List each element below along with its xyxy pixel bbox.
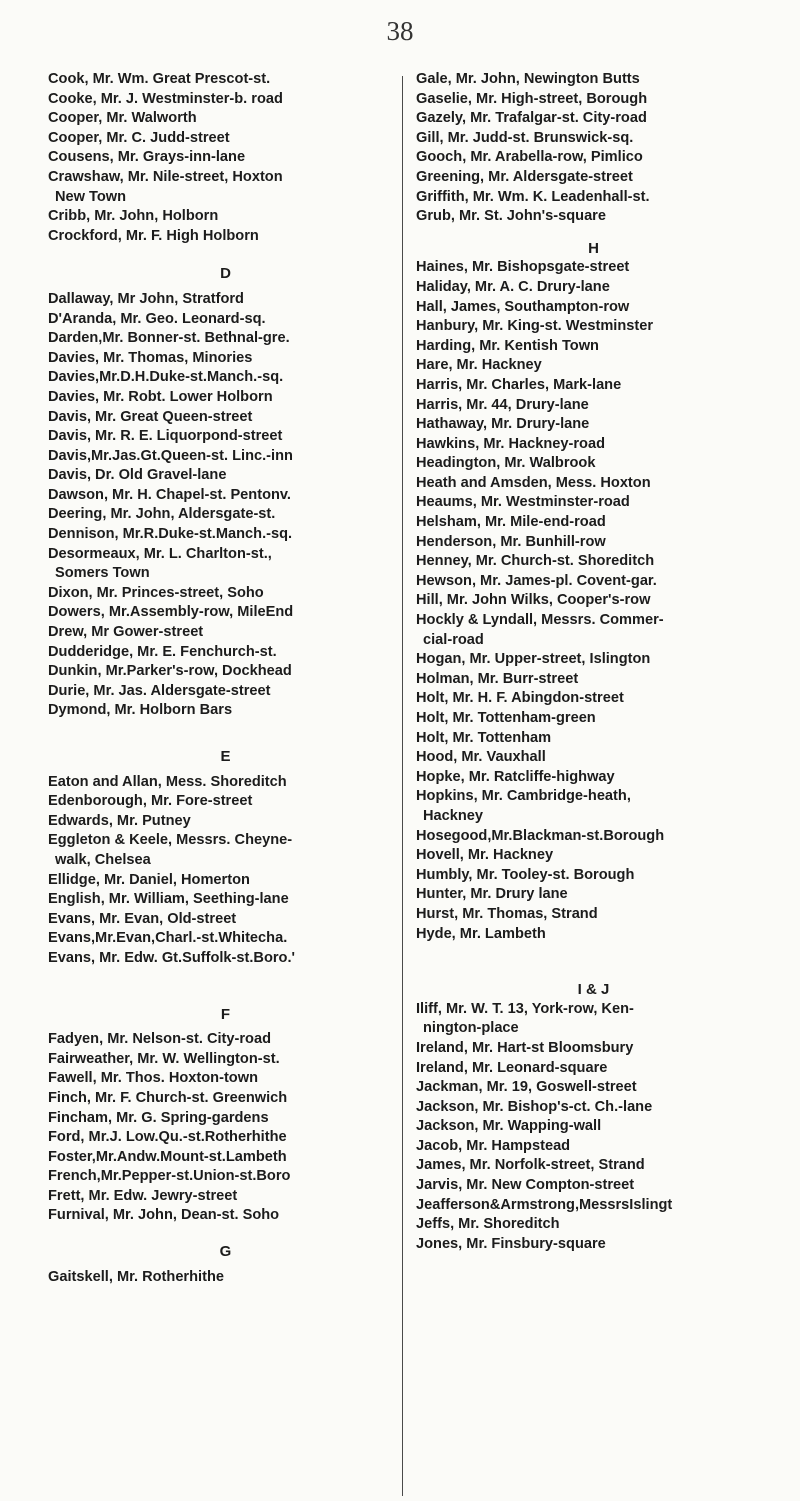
entry-continuation: Hackney [423,807,484,824]
entry: Ford, Mr.J. Low.Qu.-st.Rotherhithe [48,1129,287,1146]
entry: Gale, Mr. John, Newington Butts [416,71,640,87]
entry: Greening, Mr. Aldersgate-street [416,168,633,185]
entry: Hurst, Mr. Thomas, Strand [416,905,598,922]
entry: Furnival, Mr. John, Dean-st. Soho [48,1207,280,1224]
entry: Fawell, Mr. Thos. Hoxton-town [48,1070,258,1087]
entry: Hockly & Lyndall, Messrs. Commer- [416,612,664,629]
section-heading: H [588,239,599,257]
entry-continuation: New Town [55,188,127,205]
entry: Hopkins, Mr. Cambridge-heath, [416,788,631,805]
entry: Holman, Mr. Burr-street [416,670,579,687]
section-h [416,239,771,944]
entry: Davis, Dr. Old Gravel-lane [48,467,227,484]
entry: Jacob, Mr. Hampstead [416,1137,571,1154]
entry: Holt, Mr. H. F. Abingdon-street [416,690,624,707]
section-d [48,264,403,721]
entry: Fadyen, Mr. Nelson-st. City-road [48,1031,271,1048]
entry: Crawshaw, Mr. Nile-street, Hoxton [48,168,283,185]
section-g [48,1242,403,1287]
section-e [48,747,403,969]
entry: Hogan, Mr. Upper-street, Islington [416,651,651,668]
entry: Gooch, Mr. Arabella-row, Pimlico [416,149,643,166]
entry: Dixon, Mr. Princes-street, Soho [48,584,264,601]
entry: Heath and Amsden, Mess. Hoxton [416,474,651,491]
entry: Hathaway, Mr. Drury-lane [416,416,590,433]
entry: Hill, Mr. John Wilks, Cooper's-row [416,592,651,609]
entry: Davies,Mr.D.H.Duke-st.Manch.-sq. [48,369,284,386]
entry: Davis,Mr.Jas.Gt.Queen-st. Linc.-inn [48,447,293,464]
entry: Desormeaux, Mr. L. Charlton-st., [48,545,272,562]
entry: Edwards, Mr. Putney [48,812,191,829]
entry: English, Mr. William, Seething-lane [48,891,289,908]
entry: Hosegood,Mr.Blackman-st.Borough [416,827,665,844]
entry: Dymond, Mr. Holborn Bars [48,702,233,719]
entry: Deering, Mr. John, Aldersgate-st. [48,506,276,523]
left-column [48,70,403,1287]
entry: Gaitskell, Mr. Rotherhithe [48,1268,224,1285]
entry: Dunkin, Mr.Parker's-row, Dockhead [48,663,292,680]
entry: Cook, Mr. Wm. Great Prescot-st. [48,71,271,87]
entry: Hunter, Mr. Drury lane [416,886,568,903]
entry: Darden,Mr. Bonner-st. Bethnal-gre. [48,330,290,347]
entry: Cribb, Mr. John, Holborn [48,208,219,225]
entry: Holt, Mr. Tottenham-green [416,710,596,726]
section-heading: E [220,748,231,765]
section-g-continued [416,70,771,227]
entry: Henderson, Mr. Bunhill-row [416,533,606,550]
entry-continuation: Somers Town [55,565,150,582]
entry: Evans, Mr. Evan, Old-street [48,910,237,927]
entry: Dudderidge, Mr. E. Fenchurch-st. [48,643,277,660]
entry: Jackman, Mr. 19, Goswell-street [416,1079,637,1096]
entry: Fairweather, Mr. W. Wellington-st. [48,1050,280,1067]
section-f [48,1005,403,1227]
entry: Durie, Mr. Jas. Aldersgate-street [48,682,271,699]
entry: James, Mr. Norfolk-street, Strand [416,1157,645,1174]
entry: French,Mr.Pepper-st.Union-st.Boro [48,1168,291,1185]
entry: Jackson, Mr. Wapping-wall [416,1118,602,1135]
entry: Cooper, Mr. C. Judd-street [48,129,230,146]
entry: Davis, Mr. R. E. Liquorpond-street [48,428,283,445]
entry: Frett, Mr. Edw. Jewry-street [48,1187,238,1204]
entry: Jeafferson&Armstrong,MessrsIslingt [416,1196,673,1213]
entry: Dennison, Mr.R.Duke-st.Manch.-sq. [48,526,293,543]
entry: Fincham, Mr. G. Spring-gardens [48,1109,269,1126]
entry: Hovell, Mr. Hackney [416,847,554,864]
entry: D'Aranda, Mr. Geo. Leonard-sq. [48,310,266,327]
entry: Hood, Mr. Vauxhall [416,749,546,766]
entry: Holt, Mr. Tottenham [416,729,552,746]
entry: Headington, Mr. Walbrook [416,455,596,472]
entry: Jones, Mr. Finsbury-square [416,1235,606,1252]
entry: Humbly, Mr. Tooley-st. Borough [416,866,635,883]
entry: Hewson, Mr. James-pl. Covent-gar. [416,572,657,589]
section-heading: F [220,1005,231,1023]
entry: Foster,Mr.Andw.Mount-st.Lambeth [48,1148,287,1165]
entry: Crockford, Mr. F. High Holborn [48,227,259,244]
entry: Ellidge, Mr. Daniel, Homerton [48,871,250,888]
entry: Helsham, Mr. Mile-end-road [416,514,606,531]
entry: Dawson, Mr. H. Chapel-st. Pentonv. [48,486,291,503]
entry: Harris, Mr. 44, Drury-lane [416,396,589,413]
entry-continuation: nington-place [423,1020,519,1037]
section-c-continued [48,70,403,246]
entry: Evans, Mr. Edw. Gt.Suffolk-st.Boro.' [48,949,295,966]
entry: Davis, Mr. Great Queen-street [48,408,253,425]
entry: Gill, Mr. Judd-st. Brunswick-sq. [416,129,634,146]
entry: Grub, Mr. St. John's-square [416,208,606,225]
entry: Jeffs, Mr. Shoreditch [416,1216,560,1233]
entry: Haines, Mr. Bishopsgate-street [416,259,630,276]
entry: Ireland, Mr. Hart-st Bloomsbury [416,1039,634,1056]
entry: Harding, Mr. Kentish Town [416,337,599,354]
entry: Davies, Mr. Robt. Lower Holborn [48,388,273,405]
section-heading: I & J [577,981,610,999]
section-i-j [416,980,771,1254]
entry: Edenborough, Mr. Fore-street [48,793,253,810]
entry: Ireland, Mr. Leonard-square [416,1059,608,1076]
entry: Dallaway, Mr John, Stratford [48,290,244,307]
entry: Hare, Mr. Hackney [416,357,542,374]
entry: Gaselie, Mr. High-street, Borough [416,90,648,107]
entry: Evans,Mr.Evan,Charl.-st.Whitecha. [48,930,288,947]
entry: Davies, Mr. Thomas, Minories [48,349,253,366]
entry: Hopke, Mr. Ratcliffe-highway [416,768,615,785]
entry: Finch, Mr. F. Church-st. Greenwich [48,1089,288,1106]
entry: Griffith, Mr. Wm. K. Leadenhall-st. [416,188,650,205]
entry: Drew, Mr Gower-street [48,624,204,641]
entry: Iliff, Mr. W. T. 13, York-row, Ken- [416,1000,634,1017]
entry: Hyde, Mr. Lambeth [416,925,546,942]
entry: Hall, James, Southampton-row [416,298,630,315]
entry: Heaums, Mr. Westminster-road [416,494,630,511]
entry: Cooke, Mr. J. Westminster-b. road [48,90,283,107]
entry: Haliday, Mr. A. C. Drury-lane [416,278,610,295]
entry: Hanbury, Mr. King-st. Westminster [416,318,654,335]
section-heading: D [220,265,231,283]
entry: Jarvis, Mr. New Compton-street [416,1177,635,1194]
entry-continuation: cial-road [423,631,484,648]
entry: Henney, Mr. Church-st. Shoreditch [416,553,655,570]
section-heading: G [219,1243,232,1261]
entry: Hawkins, Mr. Hackney-road [416,435,605,452]
entry: Cousens, Mr. Grays-inn-lane [48,149,246,166]
entry: Dowers, Mr.Assembly-row, MileEnd [48,604,294,621]
entry: Cooper, Mr. Walworth [48,110,197,127]
right-column [416,70,771,1254]
entry: Eggleton & Keele, Messrs. Cheyne- [48,832,293,849]
entry: Eaton and Allan, Mess. Shoreditch [48,773,287,790]
entry: Jackson, Mr. Bishop's-ct. Ch.-lane [416,1098,653,1115]
entry: Harris, Mr. Charles, Mark-lane [416,376,622,393]
page-number: 38 [386,16,414,46]
entry: Gazely, Mr. Trafalgar-st. City-road [416,110,647,127]
entry-continuation: walk, Chelsea [55,851,151,868]
